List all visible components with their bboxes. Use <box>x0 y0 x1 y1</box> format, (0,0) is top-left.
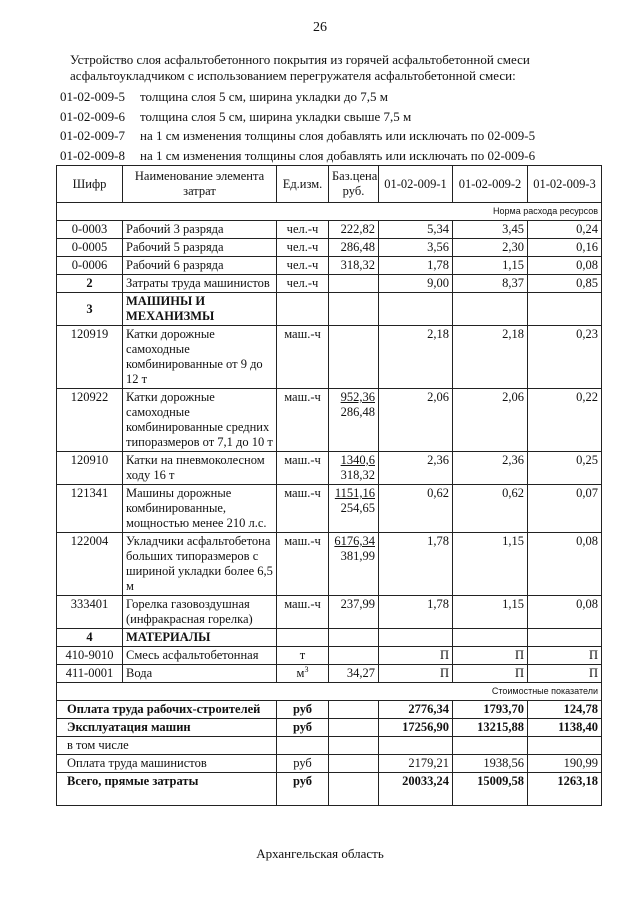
cell-value: 0,23 <box>528 326 602 389</box>
cell-name: Катки на пневмоколесном ходу 16 т <box>123 452 277 485</box>
cost-unit <box>277 737 329 755</box>
price-current: 1151,16 <box>334 486 375 500</box>
cell-price <box>329 533 379 596</box>
cost-unit: руб <box>277 719 329 737</box>
cell-unit: т <box>277 647 329 665</box>
cell-value: 2,36 <box>379 452 453 485</box>
cell-value: 5,34 <box>379 221 453 239</box>
cell-price <box>329 647 379 665</box>
section-row <box>57 629 602 647</box>
cell-code: 411-0001 <box>57 665 123 683</box>
cell-value: П <box>379 665 453 683</box>
cell-value: П <box>453 647 528 665</box>
table-row <box>57 485 602 533</box>
variant-item <box>60 126 620 146</box>
cell-value: 0,62 <box>453 485 528 533</box>
cell-price <box>329 389 379 452</box>
cost-value: 13215,88 <box>453 719 528 737</box>
cell-price: 222,82 <box>329 221 379 239</box>
header-unit: Ед.изм. <box>277 166 329 203</box>
table-row <box>57 533 602 596</box>
variant-text: на 1 см изменения толщины слоя добавлять или исключать по 02-009-5 <box>140 128 536 143</box>
section-code: 4 <box>57 629 123 647</box>
cell-value: 1,78 <box>379 257 453 275</box>
cost-value <box>379 737 453 755</box>
resource-table <box>56 165 602 806</box>
cost-value: 1263,18 <box>528 773 602 806</box>
header-col1: 01-02-009-1 <box>379 166 453 203</box>
table-row <box>57 647 602 665</box>
cell-code: 0-0006 <box>57 257 123 275</box>
cell-price <box>329 326 379 389</box>
section-title: МАТЕРИАЛЫ <box>123 629 277 647</box>
cost-value: 15009,58 <box>453 773 528 806</box>
table-header-row <box>57 166 602 203</box>
cell-name: Рабочий 6 разряда <box>123 257 277 275</box>
cost-value: 1938,56 <box>453 755 528 773</box>
cell-value: 0,07 <box>528 485 602 533</box>
cell-value: 0,08 <box>528 533 602 596</box>
cell-code: 333401 <box>57 596 123 629</box>
table-row <box>57 665 602 683</box>
cost-value: 190,99 <box>528 755 602 773</box>
header-col3: 01-02-009-3 <box>528 166 602 203</box>
table-row <box>57 275 602 293</box>
cell-value: П <box>528 665 602 683</box>
cell-value: П <box>379 647 453 665</box>
variant-text: толщина слоя 5 см, ширина укладки свыше 7,5 м <box>140 108 412 124</box>
variant-code: 01-02-009-7 <box>60 128 125 143</box>
cell-value: 0,16 <box>528 239 602 257</box>
cell-price: 237,99 <box>329 596 379 629</box>
cell-value: 8,37 <box>453 275 528 293</box>
cell-value: 0,08 <box>528 596 602 629</box>
cost-name: Оплата труда машинистов <box>57 755 277 773</box>
cell-code: 121341 <box>57 485 123 533</box>
cost-unit: руб <box>277 755 329 773</box>
cost-name: Всего, прямые затраты <box>57 773 277 806</box>
cost-value <box>528 737 602 755</box>
variant-text: на 1 см изменения толщины слоя добавлять или исключать по 02-009-6 <box>140 147 536 163</box>
table-row <box>57 257 602 275</box>
cost-value: 1138,40 <box>528 719 602 737</box>
cost-row <box>57 773 602 806</box>
cell-unit: маш.-ч <box>277 452 329 485</box>
cell-code: 120910 <box>57 452 123 485</box>
cell-code: 120919 <box>57 326 123 389</box>
cell-name: Горелка газовоздушная (инфракрасная горелка) <box>123 596 277 629</box>
cell-value: 3,45 <box>453 221 528 239</box>
footer-region: Архангельская область <box>256 846 384 861</box>
price-base: 286,48 <box>340 405 375 419</box>
cell-value: П <box>528 647 602 665</box>
cell-value: 0,24 <box>528 221 602 239</box>
header-code: Шифр <box>57 166 123 203</box>
cell-price: 286,48 <box>329 239 379 257</box>
cost-value: 17256,90 <box>379 719 453 737</box>
cost-name: в том числе <box>57 737 277 755</box>
unit-text: м <box>296 666 305 680</box>
cell-unit: чел.-ч <box>277 257 329 275</box>
cost-label-row <box>57 683 602 701</box>
cost-label: Стоимостные показатели <box>57 683 602 701</box>
cell-name: Смесь асфальтобетонная <box>123 647 277 665</box>
variant-code: 01-02-009-8 <box>60 147 125 163</box>
section-title: МАШИНЫ И МЕХАНИЗМЫ <box>123 293 277 326</box>
header-col2: 01-02-009-2 <box>453 166 528 203</box>
price-base: 381,99 <box>340 549 375 563</box>
cell-value: 1,15 <box>453 257 528 275</box>
header-price: Баз.цена руб. <box>329 166 379 203</box>
cost-value <box>453 737 528 755</box>
cost-row <box>57 719 602 737</box>
section-code: 3 <box>57 293 123 326</box>
cost-value: 124,78 <box>528 701 602 719</box>
cell-value: 2,30 <box>453 239 528 257</box>
cell-name: Машины дорожные комбинированные, мощностью менее 210 л.с. <box>123 485 277 533</box>
cell-unit: маш.-ч <box>277 485 329 533</box>
cost-unit: руб <box>277 701 329 719</box>
cell-value: 0,08 <box>528 257 602 275</box>
table-row <box>57 221 602 239</box>
variant-code: 01-02-009-5 <box>60 89 125 104</box>
cell-name: Катки дорожные самоходные комбинированные средних типоразмеров от 7,1 до 10 т <box>123 389 277 452</box>
variant-list <box>60 87 620 165</box>
cell-value: 0,25 <box>528 452 602 485</box>
cell-code: 0-0003 <box>57 221 123 239</box>
cost-value: 20033,24 <box>379 773 453 806</box>
cell-value: 0,62 <box>379 485 453 533</box>
variant-code: 01-02-009-6 <box>60 108 125 124</box>
cell-unit <box>277 665 329 683</box>
cell-value: 3,56 <box>379 239 453 257</box>
cost-row <box>57 701 602 719</box>
cell-value: 2,18 <box>453 326 528 389</box>
norm-label: Норма расхода ресурсов <box>57 203 602 221</box>
cell-unit: маш.-ч <box>277 533 329 596</box>
cell-value: 2,18 <box>379 326 453 389</box>
variant-item <box>60 87 620 107</box>
price-base: 318,32 <box>340 468 375 482</box>
variant-text: толщина слоя 5 см, ширина укладки до 7,5 м <box>140 89 388 104</box>
unit-superscript: 3 <box>304 664 309 674</box>
cost-value: 2776,34 <box>379 701 453 719</box>
cell-price <box>329 275 379 293</box>
cell-value: 0,22 <box>528 389 602 452</box>
cell-name: Рабочий 3 разряда <box>123 221 277 239</box>
cell-name: Укладчики асфальтобетона больших типоразмеров с шириной укладки более 6,5 м <box>123 533 277 596</box>
cell-value: 0,85 <box>528 275 602 293</box>
cell-name: Катки дорожные самоходные комбинированные от 9 до 12 т <box>123 326 277 389</box>
cell-value: 1,15 <box>453 533 528 596</box>
cell-unit: чел.-ч <box>277 221 329 239</box>
price-base: 254,65 <box>340 501 375 515</box>
cost-name: Эксплуатация машин <box>57 719 277 737</box>
table-row <box>57 239 602 257</box>
header-name: Наименование элемента затрат <box>123 166 277 203</box>
table-row <box>57 389 602 452</box>
cell-value: 9,00 <box>379 275 453 293</box>
cell-unit: чел.-ч <box>277 275 329 293</box>
cost-unit: руб <box>277 773 329 806</box>
cell-value: 2,36 <box>453 452 528 485</box>
table-row <box>57 596 602 629</box>
cell-unit: чел.-ч <box>277 239 329 257</box>
cell-unit: маш.-ч <box>277 326 329 389</box>
intro-text: Устройство слоя асфальтобетонного покрытия из горячей асфальтобетонной смеси асфальтоукладчиком с использованием перегружателя асфальтобетонной смеси: <box>70 52 530 83</box>
page-number: 26 <box>313 20 327 35</box>
cost-name: Оплата труда рабочих-строителей <box>57 701 277 719</box>
cost-row <box>57 755 602 773</box>
cell-code: 120922 <box>57 389 123 452</box>
table-row <box>57 452 602 485</box>
cell-code: 2 <box>57 275 123 293</box>
price-current: 952,36 <box>340 390 375 404</box>
cell-price <box>329 485 379 533</box>
cell-name: Рабочий 5 разряда <box>123 239 277 257</box>
cell-price: 318,32 <box>329 257 379 275</box>
cell-price: 34,27 <box>329 665 379 683</box>
variant-item <box>60 146 620 166</box>
cell-code: 122004 <box>57 533 123 596</box>
cost-value: 2179,21 <box>379 755 453 773</box>
cell-value: 2,06 <box>379 389 453 452</box>
cell-value: 1,78 <box>379 533 453 596</box>
cell-value: 2,06 <box>453 389 528 452</box>
cell-value: 1,15 <box>453 596 528 629</box>
price-current: 1340,6 <box>340 453 375 467</box>
table-row <box>57 326 602 389</box>
price-current: 6176,34 <box>334 534 375 548</box>
section-row <box>57 293 602 326</box>
cell-price <box>329 452 379 485</box>
cell-code: 410-9010 <box>57 647 123 665</box>
cost-row <box>57 737 602 755</box>
cell-value: 1,78 <box>379 596 453 629</box>
norm-label-row <box>57 203 602 221</box>
cell-unit: маш.-ч <box>277 389 329 452</box>
cell-unit: маш.-ч <box>277 596 329 629</box>
cell-name: Затраты труда машинистов <box>123 275 277 293</box>
cost-value: 1793,70 <box>453 701 528 719</box>
variant-item <box>60 107 620 127</box>
cell-code: 0-0005 <box>57 239 123 257</box>
cell-name: Вода <box>123 665 277 683</box>
cell-value: П <box>453 665 528 683</box>
